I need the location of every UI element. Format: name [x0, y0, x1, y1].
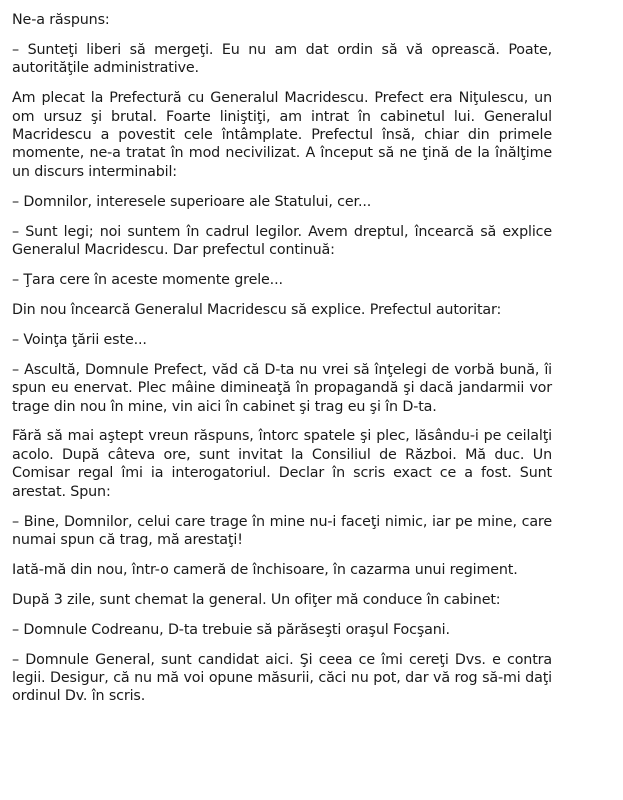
- paragraph-called-to-general: După 3 zile, sunt chemat la general. Un ofiţer mă conduce în cabinet:: [12, 591, 501, 608]
- paragraph-dialogue-free-to-go: – Sunteţi liberi să mergeţi. Eu nu am dat ordin să vă oprească. Poate, autorităţile administrative.: [12, 41, 552, 77]
- paragraph-reply-intro: Ne-a răspuns:: [12, 12, 110, 28]
- document-body: [12, 0, 552, 706]
- paragraph-general-explains-again: Din nou încearcă Generalul Macridescu să explice. Prefectul autoritar:: [12, 301, 502, 318]
- paragraph-dialogue-arrested: – Bine, Domnilor, celui care trage în mine nu-i faceţi nimic, iar pe mine, care numai spun că trag, mă arestaţi!: [12, 513, 552, 548]
- paragraph-dialogue-country-will: – Voinţa ţării este...: [12, 331, 147, 348]
- paragraph-prefecture-visit: Am plecat la Prefectură cu Generalul Macridescu. Prefect era Niţulescu, un om ursuz şi brutal. Foarte liniştiţi, am intrat în cabinetul lui. Generalul Macridescu a povestit cele întâmplate. Prefectul însă, chiar din primele momente, ne-a tratat în mod necivilizat. A început să ne ţină de la înălţime un discurs interminabil:: [12, 90, 552, 180]
- paragraph-dialogue-laws: – Sunt legi; noi suntem în cadrul legilor. Avem dreptul, încearcă să explice Generalul Macridescu. Dar prefectul continuă:: [12, 223, 552, 259]
- paragraph-war-council: Fără să mai aştept vreun răspuns, întorc spatele şi plec, lăsându-i pe ceilalţi acolo. După câteva ore, sunt invitat la Consiliul de Război. Mă duc. Un Comisar regal îmi ia interogatoriul. Declar în scris exact ce a fost. Sunt arestat. Spun:: [12, 428, 552, 500]
- paragraph-prison-room: Iată-mă din nou, într-o cameră de închisoare, în cazarma unui regiment.: [12, 561, 518, 578]
- paragraph-dialogue-country-demands: – Ţara cere în aceste momente grele...: [12, 271, 283, 288]
- paragraph-dialogue-written-order: – Domnule General, sunt candidat aici. Şi ceea ce îmi cereţi Dvs. e contra legii. Desigur, că nu mă voi opune măsurii, căci nu pot, dar vă rog să-mi daţi ordinul Dv. în scris.: [12, 651, 552, 705]
- paragraph-dialogue-leave-focsani: – Domnule Codreanu, D-ta trebuie să părăseşti oraşul Focşani.: [12, 621, 450, 638]
- paragraph-dialogue-state-interests: – Domnilor, interesele superioare ale Statului, cer...: [12, 193, 372, 210]
- paragraph-dialogue-listen-prefect: – Ascultă, Domnule Prefect, văd că D-ta nu vrei să înţelegi de vorbă bună, îi spun eu enervat. Plec mâine dimineaţă în propagandă şi dacă jandarmii vor trage din nou în mine, vin aici în cabinet şi trag eu şi în D-ta.: [12, 361, 552, 415]
